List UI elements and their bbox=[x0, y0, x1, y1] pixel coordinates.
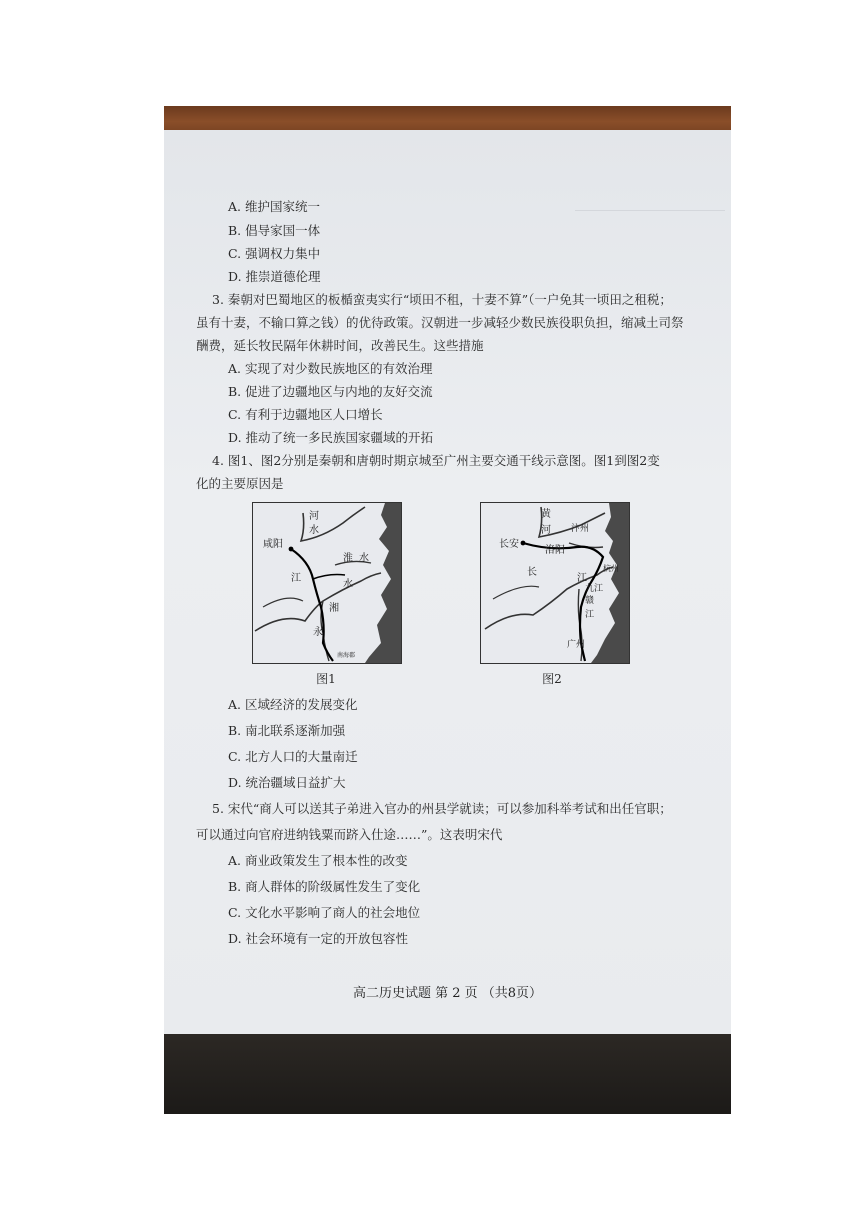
exam-paper bbox=[164, 130, 731, 1036]
map1-label: 江 bbox=[291, 573, 301, 584]
map2-label: 河 bbox=[541, 525, 551, 536]
q4-stem-line2: 化的主要原因是 bbox=[196, 476, 284, 491]
route-line bbox=[291, 549, 333, 661]
map2-label: 长 bbox=[527, 567, 537, 578]
q5-stem-line1: 5. 宋代“商人可以送其子弟进入官办的州县学就读；可以参加科举考试和出任官职； bbox=[212, 801, 672, 816]
q3-stem-line2: 虽有十妻，不输口算之钱）的优待政策。汉朝进一步减轻少数民族役职负担，缩减土司祭 bbox=[196, 315, 684, 330]
map2-label: 江 bbox=[585, 610, 595, 620]
map2-label: 黄 bbox=[541, 509, 551, 520]
q4-option-d: D. 统治疆域日益扩大 bbox=[228, 775, 346, 790]
map2-label: 江 bbox=[577, 573, 587, 584]
figure-2-svg bbox=[481, 503, 629, 663]
map1-label: 水 bbox=[343, 579, 353, 590]
coastline bbox=[591, 503, 629, 663]
yangtze-branch bbox=[263, 598, 303, 607]
map1-label: 水 bbox=[359, 553, 369, 564]
q5-stem-line2: 可以通过向官府进纳钱粟而跻入仕途……”。这表明宋代 bbox=[196, 827, 503, 842]
coastline bbox=[365, 503, 401, 663]
yangtze-branch bbox=[493, 586, 539, 599]
map1-label: 水 bbox=[309, 525, 319, 536]
map2-label: 长安 bbox=[499, 539, 519, 550]
q3-option-b: B. 促进了边疆地区与内地的友好交流 bbox=[228, 384, 433, 399]
changan-dot bbox=[521, 541, 526, 546]
photo-frame bbox=[164, 106, 731, 1114]
q3-stem-line3: 酬费，延长牧民隔年休耕时间，改善民生。这些措施 bbox=[196, 338, 484, 353]
map2-label: 九江 bbox=[585, 584, 604, 594]
map1-label: 淮 bbox=[343, 553, 353, 564]
figure-2-map bbox=[480, 502, 630, 664]
map1-label: 南海郡 bbox=[337, 652, 356, 659]
q4-option-b: B. 南北联系逐渐加强 bbox=[228, 723, 346, 738]
figure-1-svg bbox=[253, 503, 401, 663]
map1-label: 咸阳 bbox=[263, 539, 283, 550]
figure-1-caption: 图1 bbox=[316, 672, 336, 686]
q5-option-a: A. 商业政策发生了根本性的改变 bbox=[228, 853, 408, 868]
q3-option-a: A. 实现了对少数民族地区的有效治理 bbox=[228, 361, 433, 376]
q5-option-d: D. 社会环境有一定的开放包容性 bbox=[228, 931, 409, 946]
q2-option-b: B. 倡导家国一体 bbox=[228, 223, 321, 238]
map1-label: 河 bbox=[309, 511, 319, 522]
q3-stem-line1: 3. 秦朝对巴蜀地区的板楯蛮夷实行“顷田不租，十妻不算”（一户免其一顷田之租税； bbox=[212, 292, 672, 307]
q2-option-a: A. 维护国家统一 bbox=[228, 199, 320, 214]
q4-option-c: C. 北方人口的大量南迁 bbox=[228, 749, 358, 764]
page-footer: 高二历史试题 第 2 页 （共8页） bbox=[352, 986, 543, 1001]
map2-label: 广州 bbox=[567, 640, 586, 650]
q2-option-d: D. 推崇道德伦理 bbox=[228, 269, 321, 284]
q2-option-c: C. 强调权力集中 bbox=[228, 246, 321, 261]
q4-stem-line1: 4. 图1、图2分别是秦朝和唐朝时期京城至广州主要交通干线示意图。图1到图2变 bbox=[212, 453, 660, 468]
route-branch bbox=[313, 575, 345, 580]
map2-label: 杭州 bbox=[603, 564, 619, 573]
map2-label: 赣 bbox=[585, 596, 595, 606]
xianyang-dot bbox=[289, 547, 294, 552]
figure-1-map bbox=[252, 502, 402, 664]
dark-table-surface bbox=[164, 1034, 731, 1114]
map2-label: 汴州 bbox=[571, 524, 590, 534]
wooden-table-edge bbox=[164, 106, 731, 132]
map2-label: 洛阳 bbox=[545, 545, 565, 556]
q5-option-b: B. 商人群体的阶级属性发生了变化 bbox=[228, 879, 421, 894]
q3-option-c: C. 有利于边疆地区人口增长 bbox=[228, 407, 383, 422]
q3-option-d: D. 推动了统一多民族国家疆域的开拓 bbox=[228, 430, 434, 445]
figure-2-caption: 图2 bbox=[542, 672, 562, 686]
map1-label: 湘 bbox=[329, 603, 339, 614]
q4-option-a: A. 区域经济的发展变化 bbox=[228, 697, 358, 712]
q5-option-c: C. 文化水平影响了商人的社会地位 bbox=[228, 905, 421, 920]
map1-label: 永 bbox=[313, 627, 323, 638]
